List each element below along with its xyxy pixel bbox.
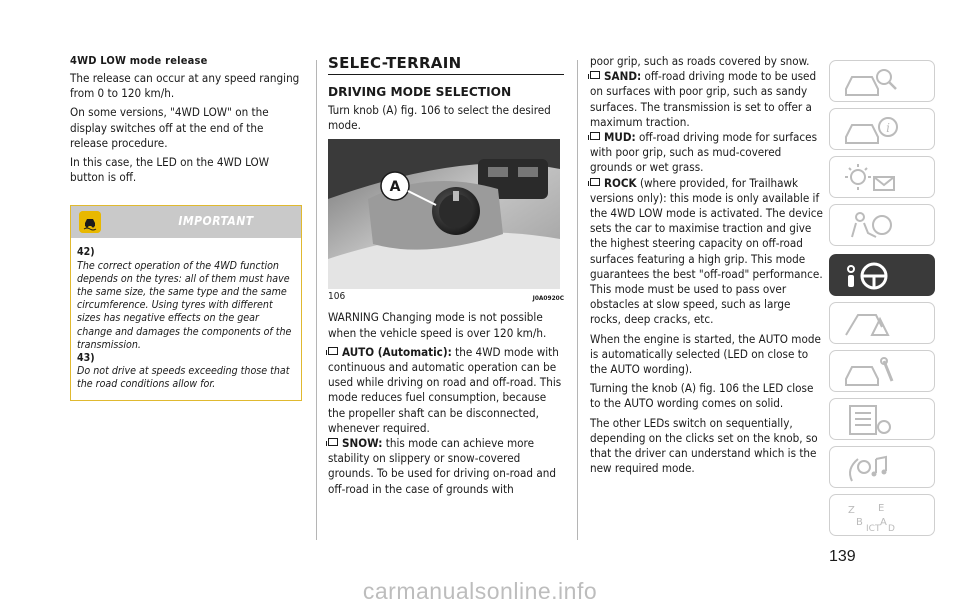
car-info-icon: [842, 113, 902, 147]
tab-index[interactable]: [829, 494, 935, 536]
tab-safety[interactable]: [829, 204, 935, 246]
left-column: [70, 54, 302, 401]
figure-number: 106: [328, 291, 346, 303]
paragraph: The release can occur at any speed ranging from 0 to 120 km/h.: [70, 71, 300, 101]
note: 43) Do not drive at speeds exceeding those that the road conditions allow for.: [77, 352, 290, 391]
tab-specifications[interactable]: [829, 398, 935, 440]
tab-emergency[interactable]: [829, 302, 935, 344]
bullet-icon: [590, 132, 600, 140]
index-icon: [842, 499, 902, 533]
important-header: [71, 206, 301, 238]
sub-title: DRIVING MODE SELECTION: [328, 85, 512, 99]
multimedia-icon: [842, 451, 902, 485]
snow-continuation: poor grip, such as roads covered by snow.: [590, 54, 810, 68]
column-divider: [577, 60, 578, 540]
paragraph: On some versions, "4WD LOW" on the display switches off at the end of the release procedure.: [70, 105, 269, 150]
terrain-knob-photo: [328, 139, 560, 289]
figure-caption: [328, 291, 564, 302]
svg-text:Z: Z: [848, 505, 855, 516]
tab-multimedia[interactable]: [829, 446, 935, 488]
svg-text:A: A: [880, 517, 887, 528]
column-divider: [316, 60, 317, 540]
note: 42) The correct operation of the 4WD function depends on the tyres: all of them must have the same size, the same type and the same circumference. Using tyres with different sizes has negative effects on the gear change and damages the components of the transmission.: [77, 246, 292, 351]
mode-sand: SAND: off-road driving mode to be used on surfaces with poor grip, such as sandy surfaces. The transmission is set to offer a maximum traction.: [590, 69, 817, 129]
tab-starting-driving[interactable]: [829, 254, 935, 296]
middle-column: [328, 54, 564, 497]
mode-rock: ROCK (where provided, for Trailhawk versions only): this mode is only available if the 4WD LOW mode is activated. The device sets the car to maximise traction and give the highest steering capacity on off-road surfaces featuring a high grip. This mode guarantees the best "off-road" performance. This mode must be used to pass over obstacles at slow speed, such as large rocks, deep cracks, etc.: [590, 175, 823, 327]
mode-snow: SNOW: this mode can achieve more stability on slippery or snow-covered grounds. To be used for driving on-road and off-road in the case of grounds with: [328, 436, 556, 496]
bullet-icon: [590, 71, 600, 79]
svg-text:ICT: ICT: [866, 524, 881, 533]
callout-a-label: A: [389, 179, 401, 196]
figure-code: J0A0920C: [532, 294, 564, 303]
car-service-icon: [842, 355, 902, 389]
tab-warning-lights[interactable]: [829, 156, 935, 198]
paragraph: Turn knob (A) fig. 106 to select the desired mode.: [328, 103, 551, 133]
page-number: 139: [829, 548, 856, 565]
tab-car-search[interactable]: [829, 60, 935, 102]
emergency-icon: [842, 307, 902, 341]
tab-car-info[interactable]: [829, 108, 935, 150]
bullet-icon: [328, 438, 338, 446]
warning-text: WARNING Changing mode is not possible when the vehicle speed is over 120 km/h.: [328, 310, 547, 340]
bullet-icon: [590, 178, 600, 186]
watermark: carmanualsonline.info: [362, 578, 598, 604]
warning-lights-icon: [842, 161, 902, 195]
important-title: IMPORTANT: [178, 214, 254, 229]
mode-mud: MUD: off-road driving mode for surfaces with poor grip, such as mud-covered grounds or wet grass.: [590, 130, 818, 175]
paragraph: The other LEDs switch on sequentially, depending on the clicks set on the knob, so that the driver can understand which is the new required mode.: [590, 415, 818, 476]
car-search-icon: [842, 65, 902, 99]
right-column: [590, 54, 824, 480]
svg-text:i: i: [886, 121, 890, 135]
svg-text:D: D: [888, 524, 895, 533]
specs-list-icon: [842, 403, 902, 437]
paragraph: In this case, the LED on the 4WD LOW button is off.: [70, 155, 270, 185]
airbag-icon: [842, 209, 902, 243]
tab-servicing[interactable]: [829, 350, 935, 392]
paragraph: When the engine is started, the AUTO mode is automatically selected (LED on close to the AUTO wording).: [590, 331, 821, 377]
mode-auto: AUTO (Automatic): the 4WD mode with continuous and automatic operation can be used while driving on road and off-road. This mode reduces fuel consumption, because the propeller shaft can be disconnected, whenever required.: [328, 344, 562, 435]
svg-text:B: B: [856, 517, 863, 528]
paragraph: Turning the knob (A) fig. 106 the LED close to the AUTO wording comes on solid.: [590, 381, 814, 411]
important-box: [70, 205, 302, 400]
knob-illustration: [328, 139, 560, 289]
section-heading: 4WD LOW mode release: [70, 54, 208, 67]
section-title: SELEC-TERRAIN: [328, 54, 564, 75]
important-notes: [71, 238, 301, 399]
bullet-icon: [328, 347, 338, 355]
svg-text:E: E: [878, 503, 885, 514]
steering-wheel-icon: [842, 259, 902, 293]
